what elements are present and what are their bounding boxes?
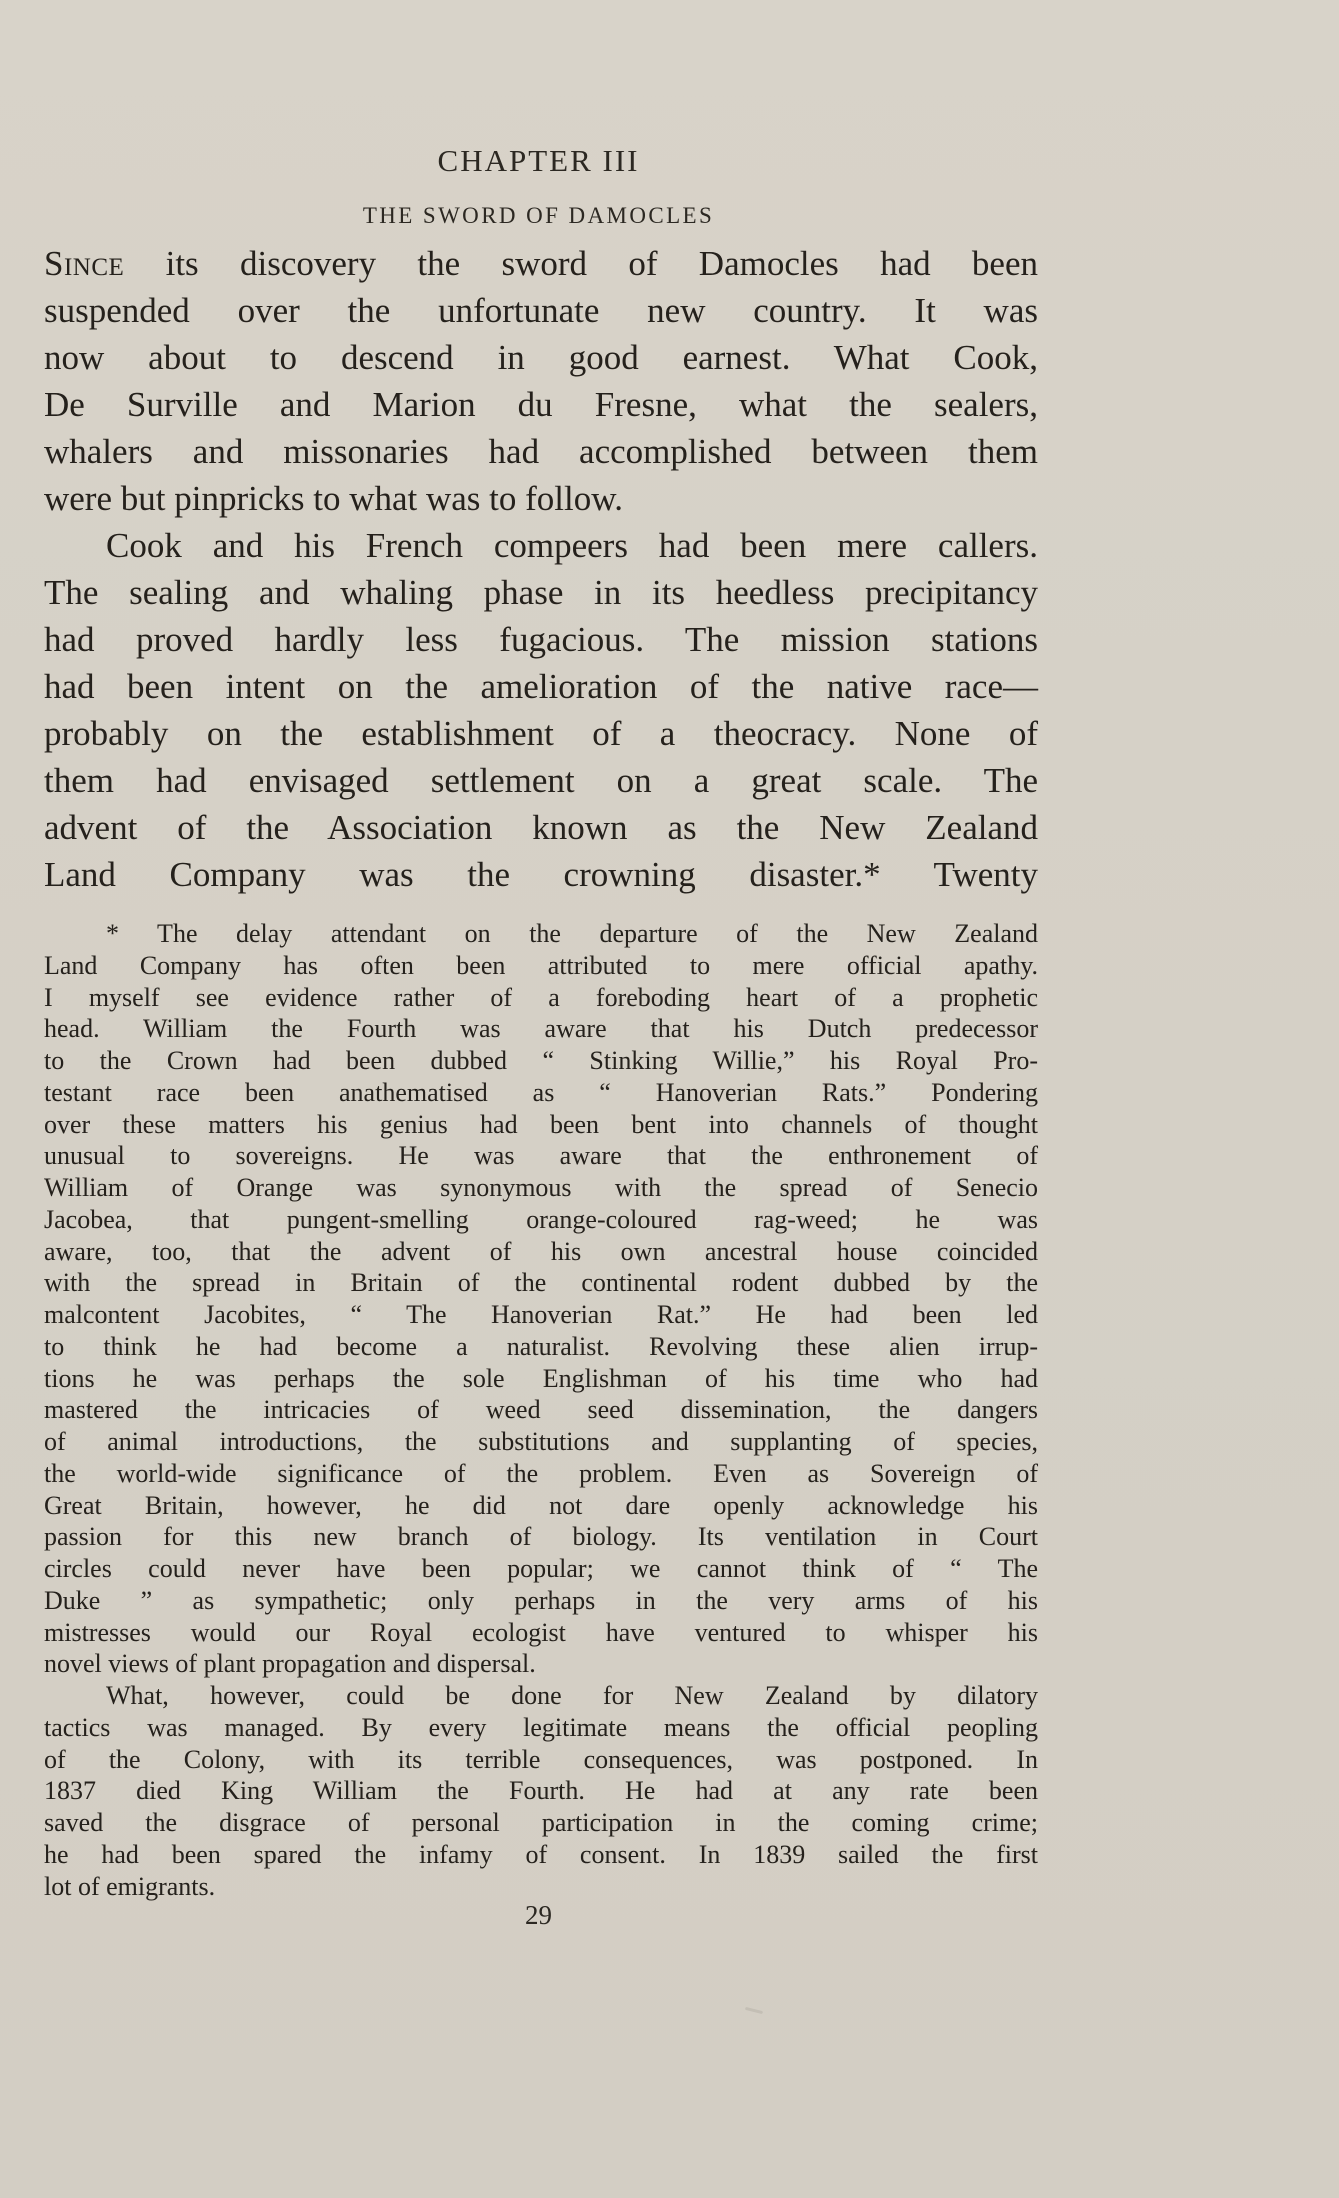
body-line — [44, 240, 1038, 287]
footnote-line: of animal introductions, the substitutions and supplanting of species, — [44, 1427, 1038, 1456]
footnote-line: 1837 died King William the Fourth. He had at any rate been — [44, 1776, 1038, 1806]
footnote-line: testant race been anathematised as “ Hanoverian Rats.” Pondering — [44, 1077, 1038, 1107]
footnote-line: mistresses would our Royal ecologist have ventured to whisper his — [44, 1617, 1038, 1647]
footnote-line: with the spread in Britain of the continental rodent dubbed by the — [44, 1268, 1038, 1298]
body-line: Cook and his French compeers had been mere callers. — [106, 526, 1038, 565]
body-line: now about to descend in good earnest. What Cook, — [44, 338, 1038, 377]
body-text — [44, 240, 1038, 898]
footnote-line: lot of emigrants. — [44, 1871, 216, 1901]
footnote-line: Land Company has often been attributed to mere official apathy. — [44, 950, 1038, 980]
footnote-line: over these matters his genius had been bent into channels of thought — [44, 1109, 1038, 1139]
body-line: advent of the Association known as the New Zealand — [44, 808, 1038, 847]
body-line: whalers and missonaries had accomplished between them — [44, 432, 1038, 471]
footnote-line: the world-wide significance of the problem. Even as Sovereign of — [44, 1458, 1038, 1488]
footnote-line: to the Crown had been dubbed “ Stinking Willie,” his Royal Pro- — [44, 1046, 1038, 1075]
body-line-text: its discovery the sword of Damocles had been — [124, 244, 1038, 283]
body-line: De Surville and Marion du Fresne, what the sealers, — [44, 385, 1038, 424]
footnote-line: he had been spared the infamy of consent. In 1839 sailed the first — [44, 1839, 1038, 1869]
page-number: 29 — [525, 1900, 552, 1930]
body-line: suspended over the unfortunate new country. It was — [44, 291, 1038, 330]
footnote-line: tions he was perhaps the sole Englishman of his time who had — [44, 1363, 1038, 1393]
footnote-line: passion for this new branch of biology. Its ventilation in Court — [44, 1522, 1038, 1552]
footnote-line: Duke ” as sympathetic; only perhaps in the very arms of his — [44, 1585, 1038, 1615]
footnote-line: What, however, could be done for New Zealand by dilatory — [106, 1681, 1038, 1710]
footnote-line: head. William the Fourth was aware that his Dutch predecessor — [44, 1014, 1038, 1044]
footnote-line: novel views of plant propagation and dispersal. — [44, 1649, 536, 1679]
body-line: had proved hardly less fugacious. The mission stations — [44, 620, 1038, 659]
chapter-title: THE SWORD OF DAMOCLES — [362, 203, 715, 228]
footnote-line: mastered the intricacies of weed seed dissemination, the dangers — [44, 1395, 1038, 1425]
footnote-line: unusual to sovereigns. He was aware that the enthronement of — [44, 1141, 1038, 1171]
body-line: probably on the establishment of a theocracy. None of — [44, 714, 1038, 753]
paper-mark — [745, 2007, 763, 2014]
footnote-line: of the Colony, with its terrible consequences, was postponed. In — [44, 1744, 1038, 1774]
footnote-line: saved the disgrace of personal participation in the coming crime; — [44, 1808, 1038, 1837]
footnote — [44, 918, 1038, 1902]
footnote-line: circles could never have been popular; we cannot think of “ The — [44, 1554, 1038, 1583]
footnote-line: aware, too, that the advent of his own ancestral house coincided — [44, 1236, 1038, 1266]
footnote-line: to think he had become a naturalist. Revolving these alien irrup- — [44, 1331, 1038, 1361]
chapter-heading: CHAPTER III — [437, 143, 640, 178]
body-line: Land Company was the crowning disaster.* Twenty — [44, 855, 1038, 894]
footnote-line: malcontent Jacobites, “ The Hanoverian Rat.” He had been led — [44, 1300, 1038, 1329]
footnote-line: William of Orange was synonymous with the spread of Senecio — [44, 1173, 1038, 1202]
footnote-line: Jacobea, that pungent-smelling orange-coloured rag-weed; he was — [44, 1204, 1038, 1234]
footnote-line: * The delay attendant on the departure of the New Zealand — [106, 919, 1038, 948]
body-line: had been intent on the amelioration of the native race— — [44, 667, 1038, 706]
footnote-line: I myself see evidence rather of a foreboding heart of a prophetic — [44, 982, 1038, 1012]
footnote-line: Great Britain, however, he did not dare openly acknowledge his — [44, 1490, 1038, 1520]
body-line: them had envisaged settlement on a great scale. The — [44, 761, 1038, 800]
body-line: The sealing and whaling phase in its heedless precipitancy — [44, 573, 1038, 612]
footnote-line: tactics was managed. By every legitimate means the official peopling — [44, 1712, 1038, 1742]
opening-word: Since — [44, 244, 125, 283]
body-line: were but pinpricks to what was to follow. — [44, 479, 624, 518]
